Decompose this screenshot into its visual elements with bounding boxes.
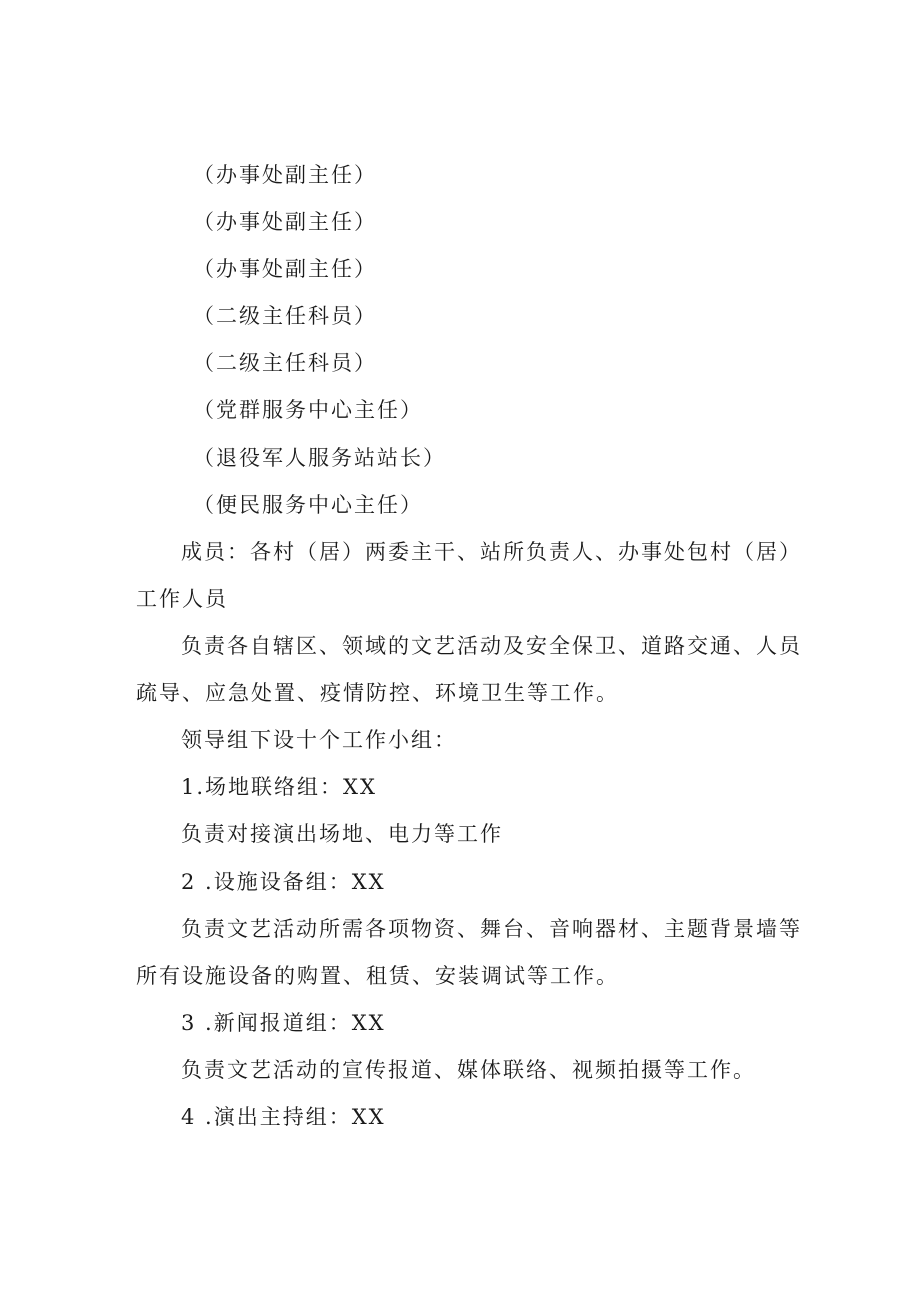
role-line: （二级主任科员） — [193, 304, 377, 328]
group-title: 1.场地联络组：XX — [181, 775, 377, 799]
role-line: （党群服务中心主任） — [193, 398, 423, 422]
group-description: 负责对接演出场地、电力等工作 — [181, 822, 503, 846]
group-title: 4 .演出主持组：XX — [181, 1105, 386, 1129]
role-line: （办事处副主任） — [193, 210, 377, 234]
group-title: 2 .设施设备组：XX — [181, 870, 386, 894]
group-description-continued: 所有设施设备的购置、租赁、安装调试等工作。 — [136, 964, 619, 988]
members-paragraph-continued: 工作人员 — [136, 587, 228, 611]
role-line: （退役军人服务站站长） — [193, 446, 446, 470]
subgroups-intro: 领导组下设十个工作小组： — [181, 728, 457, 752]
role-line: （办事处副主任） — [193, 163, 377, 187]
group-description: 负责文艺活动所需各项物资、舞台、音响器材、主题背景墙等 — [181, 917, 802, 941]
group-description: 负责文艺活动的宣传报道、媒体联络、视频拍摄等工作。 — [181, 1058, 756, 1082]
role-line: （便民服务中心主任） — [193, 493, 423, 517]
role-line: （办事处副主任） — [193, 257, 377, 281]
duty-paragraph-continued: 疏导、应急处置、疫情防控、环境卫生等工作。 — [136, 681, 619, 705]
role-line: （二级主任科员） — [193, 351, 377, 375]
members-paragraph: 成员：各村（居）两委主干、站所负责人、办事处包村（居） — [181, 540, 802, 564]
group-title: 3 .新闻报道组：XX — [181, 1011, 386, 1035]
duty-paragraph: 负责各自辖区、领域的文艺活动及安全保卫、道路交通、人员 — [181, 634, 802, 658]
